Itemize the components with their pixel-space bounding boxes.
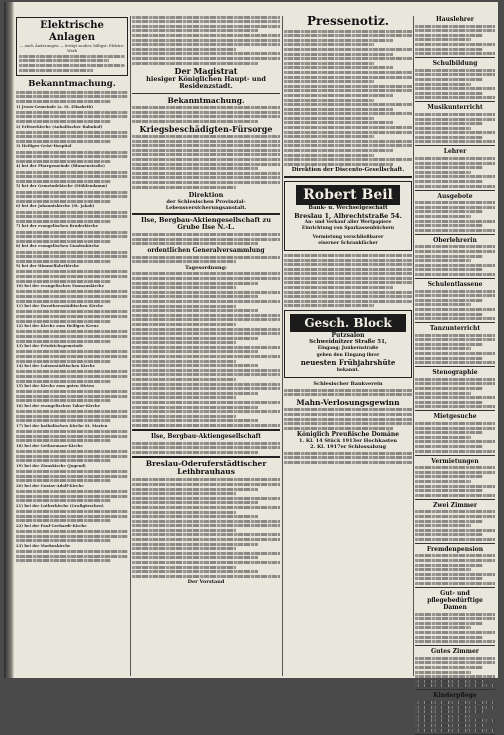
notice-item: 3) Heiliges-Geist-Hospital [16,143,72,149]
column-4 [415,14,495,700]
ad-elektrische-anlagen [16,17,128,76]
notice-list [16,105,128,563]
ad-line: Einrichtung von Sparkassenbüchern [301,225,395,231]
column-rule [282,16,283,676]
direktion-title: Direktion [188,190,224,199]
classified-heading: Hauslehrer [436,16,474,23]
notice-item: 19) bei der Zionskirche (Jugend) [16,462,86,468]
notice-body [132,478,280,577]
ad-address-2: Eingang: Junkernstraße [317,345,379,351]
notice-item: 1) Jesus-Gemeinde (a. St. Elisabeth) [16,103,94,109]
classified-heading: Kinderpflege [433,692,477,700]
classified-heading: Zwei Zimmer [432,501,478,509]
section-title: Bekanntmachung. [28,79,116,90]
classified-heading: Stenographie [432,369,478,377]
notice-item: 23) bei der Markuskirche [16,542,71,548]
classified-heading: Schulentlassene [427,280,483,288]
notice-item: 8) bei der evangelischen Gnadenkirche [16,243,100,249]
lotterie-row: 2. Kl. 1917er Schlossabzug [309,444,387,451]
notice-item: 11) bei der Dorotheenstädtischen Kirche [16,303,104,309]
magistrat-subtitle: hiesiger Königlichen Haupt- und Residenzstadt. [146,74,266,91]
classified-heading: Schulbildung [432,60,478,68]
column-rule [130,16,131,676]
column-1 [16,14,128,676]
column-2 [132,14,280,676]
notice-item: 20) bei der Gustav-Adolf-Kirche [16,482,84,488]
notice-item: 15) bei der Kirche zum guten Hirten [16,383,95,389]
ad-name: Gesch. Block [290,314,406,332]
column-3 [284,14,412,676]
notice-item: 13) bei der Friedrichsgemeinde [16,343,84,349]
page-header [4,2,498,14]
ad-address: Schweidnitzer Straße 51, [309,339,387,346]
ad-text: — auch Änderungen — fertigt sauber, billigst: Elektro-Werk [19,43,125,53]
ad-subtitle: Bank- u. Wechselgeschäft [308,204,388,211]
notice-item: 2) Erlöserkirche (Anhaltischer Bahnhof) [16,123,103,129]
classified-heading: Gut- und pflegebedürftige Damen [427,590,483,612]
ad-line: An- und Verkauf aller Wertpapiere [304,219,392,225]
ad-subtitle: Putzsalon [331,332,365,340]
direktion-subtitle: der Schlesischen Provinzial-Lebensversicherungsanstalt. [165,198,247,211]
generalversammlung-title: ordentlichen Generalversammlung [147,247,265,254]
ad-address: Breslau 1, Albrechtstraße 54. [294,211,402,220]
classified-heading: Mietgesuche [433,413,477,421]
ad-line: eiserner Schrankfächer [318,240,378,246]
notice-item: 12) bei der Kirche zum Heiligen Kreuz [16,323,99,329]
ad-line: bekannt. [336,367,360,373]
column-rule [413,16,414,676]
ad-line: geben den Eingang ihrer [316,353,380,359]
mahn-title: Mahn-Verlosungsgewinn [296,397,400,407]
classified-heading: Gutes Zimmer [431,648,479,656]
notice-item: 6) bei der Johanniskirche (St. Jakob) [16,203,95,209]
binding-spine [4,2,14,678]
tagesordnung-label: Tagesordnung: [185,264,227,271]
notice-item: 21) bei der Lutherkirche (Großgörschen) [16,502,104,508]
ad-gesch-block [284,310,412,378]
ilse-title: Ilse, Bergbau-Aktiengesellschaft zu Grube Ilse N.-L. [141,215,271,232]
breslau-title: Breslau-Oderuferstädtischer Leihbrauhaus [145,458,267,477]
classified-heading: Vermietungen [431,457,479,465]
ad-robert-beil [284,181,412,251]
lotterie-title: Königlich Preußische Domäne [296,431,400,439]
pressnotiz-title: Pressenotiz. [307,14,389,28]
classified-heading: Musikunterricht [427,104,483,112]
classified-heading: Fremdenpension [426,545,484,553]
classified-heading: Ausgebote [437,192,473,200]
newspaper-page [4,2,498,700]
notice-item: 9) bei der Himmelfahrtkirche [16,263,80,269]
notice-item: 7) bei der evangelischen Bruderkirche [16,223,99,229]
notice-item: 5) bei der Gemeindekirche (Mühlendamm) [16,183,108,189]
notice-body [284,30,412,166]
direktion-signature: Direktion der Discento-Gesellschaft. [291,167,405,174]
classified-heading: Lehrer [443,148,467,156]
notice-item: 17) bei der katholischen Kirche St. Marien [16,423,108,429]
ilse-title-2: Ilse, Bergbau-Aktiengesellschaft [150,432,262,440]
notice-item: 18) bei der Gethsemane-Kirche [16,443,83,448]
classified-heading: Tanzunterricht [429,325,481,333]
section-title: Bekanntmachung. [167,95,245,105]
section-title: Kriegsbeschädigten-Fürsorge [139,123,273,134]
ad-title: Elektrische Anlagen [40,20,104,43]
notice-item: 4) bei der Pfarrgemeinde (Blumenstraße) [16,163,105,169]
ad-line: neuesten Frühjahrshüte [300,358,396,368]
classified-heading: Oberlehrerin [433,236,477,244]
bank-notice: Schlesischer Bankverein [313,380,383,387]
vorstand-signature: Der Vorstand [187,579,225,586]
notice-item: 22) bei der Paul-Gerhardt-Kirche [16,522,87,528]
ad-name: Robert Beil [296,185,400,205]
notice-item: 14) bei der Luisenstädtischen Kirche [16,363,95,369]
magistrat-title: Der Magistrat [174,65,238,76]
notice-item: 16) bei der evangelischen Tabor-Kirche [16,403,101,409]
lotterie-row: 1. Kl. 14 Stück 1913er Hochkasten [298,438,398,445]
notice-body [132,272,280,427]
ad-line: Vermietung verschließbarer [312,234,384,240]
notice-item: 10) bei der evangelischen Emmauskirche [16,283,104,289]
